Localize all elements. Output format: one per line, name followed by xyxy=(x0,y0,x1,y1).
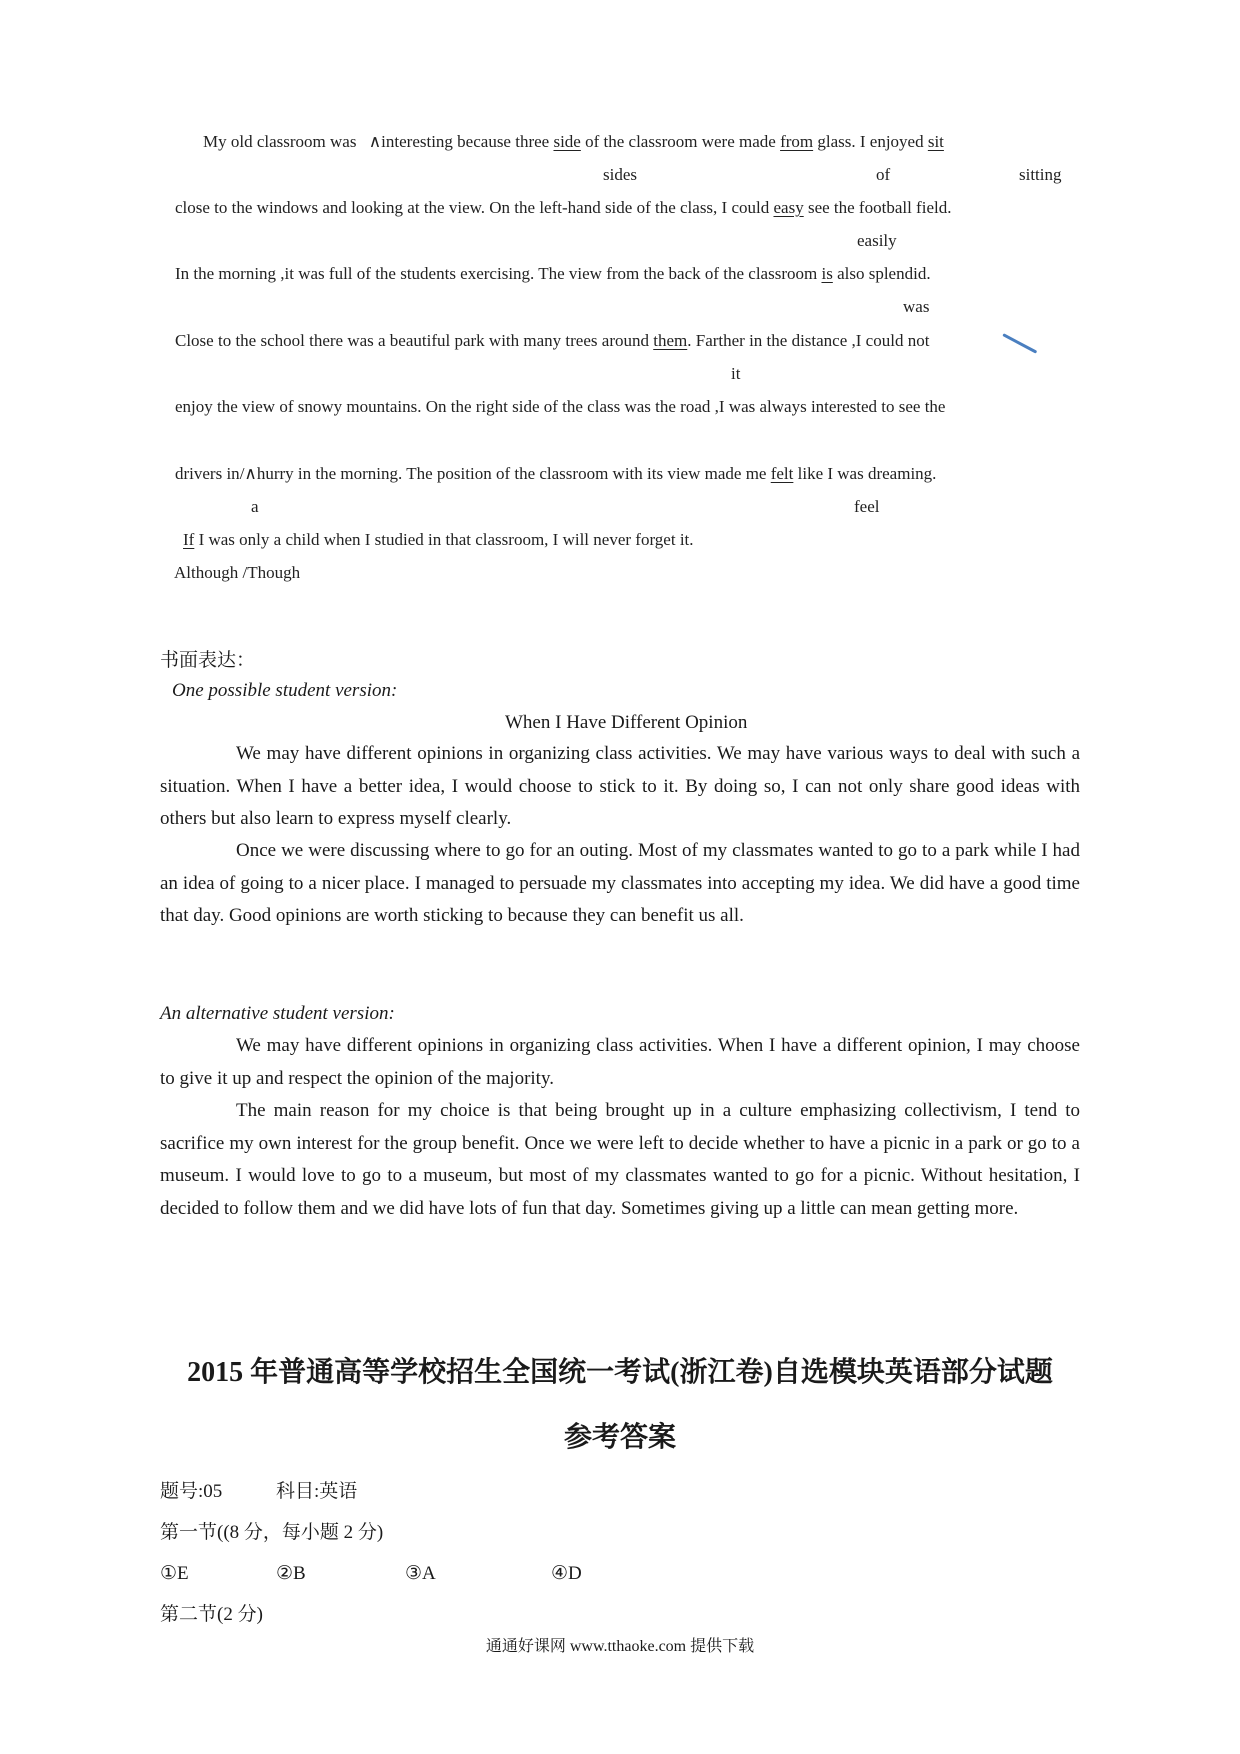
section-heading: 第一节((8 分，每小题 2 分) xyxy=(160,1522,384,1543)
correction-fix: it xyxy=(731,364,741,383)
correction-line-5: enjoy the view of snowy mountains. On the right side of the class was the road ,I was always interested to see the xyxy=(175,397,946,416)
essay-paragraph: We may have different opinions in organizing class activities. We may have various ways to deal with such a situation. When I have a better idea, I would choose to stick to it. By doing so, I can not only share good ideas with others but also learn to express myself clearly. xyxy=(160,743,1080,829)
answer-item: ②B xyxy=(276,1563,306,1584)
error-word: easy xyxy=(773,198,804,217)
correction-fix: a xyxy=(251,497,259,516)
answer-item: ③A xyxy=(405,1563,436,1584)
answer-item: ①E xyxy=(160,1563,189,1584)
correction-line-4: Close to the school there was a beautiful park with many trees around them. Farther in the distance ,I could not xyxy=(175,331,930,350)
error-word: side xyxy=(553,132,581,151)
error-word: is xyxy=(821,264,833,283)
essay-paragraph: We may have different opinions in organizing class activities. When I have a different opinion, I may choose to give it up and respect the opinion of the majority. xyxy=(160,1035,1080,1089)
delete-mark xyxy=(1002,333,1037,353)
correction-fix: feel xyxy=(854,497,880,516)
page-heading: 2015 年普通高等学校招生全国统一考试(浙江卷)自选模块英语部分试题 xyxy=(187,1357,1053,1388)
correction-line-2: close to the windows and looking at the view. On the left-hand side of the class, I could easy see the football field. xyxy=(175,198,952,217)
version-label: One possible student version: xyxy=(172,680,398,701)
insert-caret: ∧ xyxy=(368,132,382,151)
question-number: 题号:05 xyxy=(160,1481,223,1502)
insert-caret: /∧ xyxy=(239,464,257,483)
subject-label: 科目:英语 xyxy=(276,1481,358,1502)
correction-fix: sitting xyxy=(1019,165,1062,184)
essay-paragraph: Once we were discussing where to go for an outing. Most of my classmates wanted to go to a park while I had an idea of going to a nicer place. I managed to persuade my classmates into accepting my idea. We did have a good time that day. Good opinions are worth sticking to because they can benefit us all. xyxy=(160,840,1080,926)
deleted-word: not xyxy=(907,331,930,350)
answer-item: ④D xyxy=(551,1563,582,1584)
section-heading: 第二节(2 分) xyxy=(160,1604,263,1625)
page-subheading: 参考答案 xyxy=(563,1422,676,1453)
correction-line-6: drivers in/∧hurry in the morning. The position of the classroom with its view made me felt like I was dreaming. xyxy=(175,464,937,483)
essay-title: When I Have Different Opinion xyxy=(505,712,748,733)
error-word: from xyxy=(780,132,814,151)
error-word: them xyxy=(653,331,688,350)
version-label: An alternative student version: xyxy=(160,1003,395,1024)
correction-fix: Although /Though xyxy=(174,563,301,582)
essay-paragraph: The main reason for my choice is that being brought up in a culture emphasizing collectivism, I tend to sacrifice my own interest for the group benefit. Once we were left to decide whether to have a picnic in a park or go to a museum. I would love to go to a museum, but most of my classmates wanted to go for a picnic. Without hesitation, I decided to follow them and we did have lots of fun that day. Sometimes giving up a little can mean getting more. xyxy=(160,1100,1080,1219)
error-word: sit xyxy=(927,132,944,151)
correction-fix: sides xyxy=(603,165,637,184)
error-word: If xyxy=(183,530,195,549)
section-label: 书面表达： xyxy=(160,650,256,671)
correction-fix: was xyxy=(903,297,930,316)
correction-fix: easily xyxy=(857,231,897,250)
correction-fix: of xyxy=(876,165,891,184)
footer-text: 通通好课网 www.tthaoke.com 提供下载 xyxy=(485,1638,755,1655)
correction-line-7: If I was only a child when I studied in that classroom, I will never forget it. xyxy=(183,530,694,549)
error-word: felt xyxy=(770,464,794,483)
correction-line-1: My old classroom was ∧interesting because three side of the classroom were made from glass. I enjoyed sit xyxy=(203,132,944,151)
correction-line-3: In the morning ,it was full of the students exercising. The view from the back of the classroom is also splendid. xyxy=(175,264,931,283)
